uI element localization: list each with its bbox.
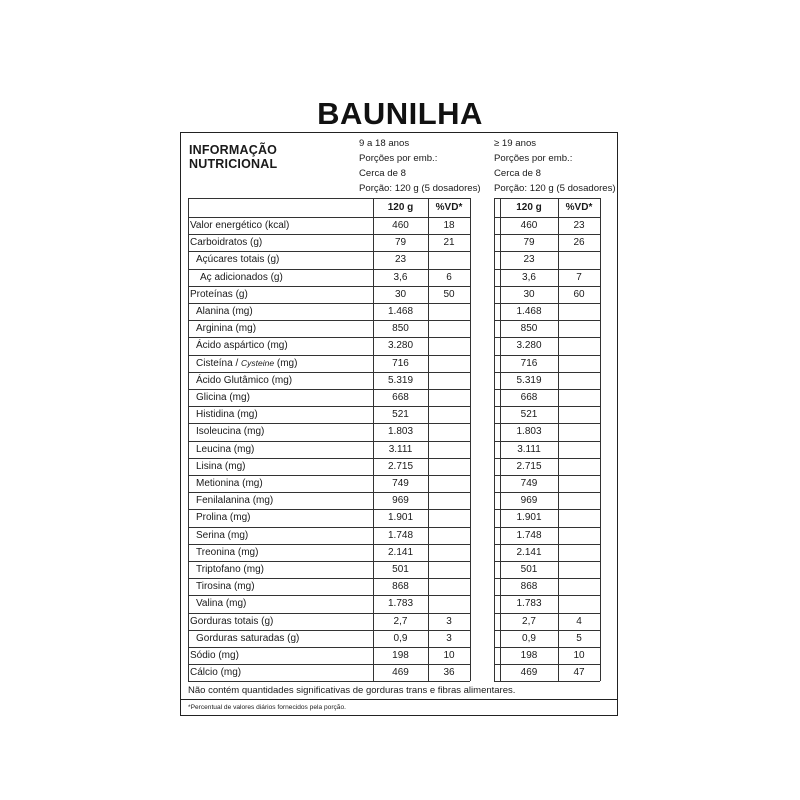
group-age: 9 a 18 anos	[359, 138, 410, 149]
row-rule-g2	[494, 527, 600, 528]
amount-cell-g1: 749	[392, 478, 409, 489]
col-vd-header-g2: %VD*	[565, 202, 593, 213]
vd-cell-g1: 21	[443, 237, 455, 249]
amount-cell-g1: 2.715	[387, 460, 414, 472]
vd-cell-g2: 4	[576, 615, 582, 627]
amount-cell-g2: 868	[520, 581, 538, 593]
vd-cell-g2: 5	[576, 632, 582, 644]
col-amount-header-g1: 120 g	[387, 202, 414, 213]
vd-cell-g2: 7	[576, 271, 582, 283]
amount-cell-g1: 501	[392, 564, 409, 575]
amount-cell-g2: 2.141	[516, 546, 542, 558]
row-rule-g2	[494, 613, 600, 614]
row-rule-g2	[494, 234, 600, 235]
amount-cell-g2: 3.280	[516, 340, 542, 352]
col-vd-header-g1: %VD*	[435, 202, 463, 213]
amount-cell-g2: 969	[520, 495, 538, 507]
nutrient-label	[190, 220, 289, 231]
amount-cell-g2: 460	[520, 220, 538, 231]
amount-cell-g1: 2.141	[387, 546, 414, 558]
product-flavor-title: BAUNILHA	[317, 96, 483, 131]
vd-cell-g2: 10	[573, 650, 585, 661]
nutrient-label	[190, 289, 248, 300]
amount-cell-g2: 30	[523, 288, 535, 300]
nutrient-label-text: Gorduras saturadas (g)	[196, 632, 300, 644]
nutrient-label	[196, 564, 264, 575]
amount-cell-g1: 1.748	[387, 529, 414, 541]
row-rule-g2	[494, 647, 600, 648]
nutrient-label	[196, 530, 248, 541]
row-rule-g2	[494, 320, 600, 321]
nutrient-label-text: Glicina (mg)	[196, 392, 250, 403]
row-rule-g2	[494, 389, 600, 390]
amount-cell-g1: 30	[394, 288, 407, 300]
amount-cell-g2: 749	[520, 478, 538, 489]
amount-cell-g1: 23	[394, 254, 407, 266]
nutrient-label-text: Tirosina (mg)	[196, 581, 255, 593]
amount-cell-g1: 3,6	[393, 271, 408, 283]
amount-cell-g1: 460	[392, 220, 409, 231]
amount-cell-g1: 868	[392, 581, 409, 593]
nutrient-label-text: Triptofano (mg)	[196, 564, 264, 575]
column-rule	[600, 198, 601, 681]
row-rule-g2	[494, 355, 600, 356]
amount-cell-g1: 1.901	[387, 512, 414, 524]
row-rule-g2	[494, 475, 600, 476]
amount-cell-g1: 969	[392, 495, 409, 507]
row-rule-g2	[494, 303, 600, 304]
group-age: ≥ 19 anos	[494, 138, 537, 149]
amount-cell-g1: 5.319	[387, 374, 414, 386]
vd-cell-g2: 60	[573, 288, 585, 300]
nutrient-label-text: Gorduras totais (g)	[190, 615, 274, 627]
vd-cell-g2: 26	[573, 237, 585, 249]
row-rule-g2	[494, 217, 600, 218]
amount-cell-g2: 2.715	[516, 460, 542, 472]
amount-cell-g1: 3.280	[387, 340, 414, 352]
vd-cell-g1: 6	[446, 271, 452, 283]
table-heading-line1: INFORMAÇÃO	[189, 143, 278, 157]
table-heading-line2: NUTRICIONAL	[189, 157, 278, 171]
amount-cell-g1: 79	[394, 237, 407, 249]
row-rule-g2	[494, 251, 600, 252]
row-rule-g2	[494, 492, 600, 493]
nutrient-label-text: Sódio (mg)	[190, 650, 239, 661]
nutrient-label-text: Aç adicionados (g)	[200, 271, 283, 283]
nutrient-label-text: Isoleucina (mg)	[196, 426, 265, 438]
nutrient-label-text: Valor energético (kcal)	[190, 220, 290, 231]
amount-cell-g1: 850	[392, 323, 409, 335]
amount-cell-g2: 23	[523, 254, 535, 266]
group-serving: Porção: 120 g (5 dosadores)	[494, 183, 616, 194]
group-portions-value: Cerca de 8	[359, 168, 406, 179]
amount-cell-g2: 2,7	[522, 615, 536, 627]
row-rule-g2	[494, 458, 600, 459]
nutrient-label	[190, 667, 241, 678]
row-rule-g2	[494, 441, 600, 442]
amount-cell-g1: 716	[392, 357, 409, 369]
group-header-19-plus	[494, 136, 616, 196]
vd-cell-g2: 47	[573, 667, 585, 679]
amount-cell-g2: 1.803	[516, 426, 542, 438]
nutrient-label-text: Serina (mg)	[196, 529, 249, 541]
row-rule-g2	[494, 509, 600, 510]
amount-cell-g2: 1.783	[516, 598, 542, 610]
column-rule	[470, 198, 471, 681]
amount-cell-g2: 1.901	[516, 512, 542, 524]
nutrient-label	[196, 461, 245, 472]
nutrient-label-text: Valina (mg)	[196, 598, 247, 610]
footnote-vd: *Percentual de valores diários fornecidos pela porção.	[188, 704, 346, 711]
nutrient-label	[190, 237, 262, 248]
amount-cell-g2: 668	[520, 392, 538, 403]
nutrient-label	[190, 616, 273, 627]
row-rule-g2	[494, 578, 600, 579]
amount-cell-g1: 0,9	[393, 632, 408, 644]
vd-cell-g1: 3	[446, 632, 452, 644]
nutrient-label	[196, 478, 263, 489]
nutrient-label	[196, 392, 250, 403]
group-portions-value: Cerca de 8	[494, 168, 541, 179]
amount-cell-g1: 1.468	[387, 306, 414, 317]
nutrient-label	[196, 254, 279, 265]
amount-cell-g1: 1.803	[387, 426, 414, 438]
nutrient-label	[196, 375, 292, 386]
row-rule-g2	[494, 544, 600, 545]
amount-cell-g2: 198	[520, 650, 538, 661]
amount-cell-g2: 469	[520, 667, 538, 679]
row-rule-g2	[494, 286, 600, 287]
nutrient-label	[196, 306, 253, 317]
vd-cell-g1: 3	[446, 615, 452, 627]
nutrient-label	[200, 272, 283, 283]
group-portions-label: Porções por emb.:	[359, 153, 438, 164]
amount-cell-g2: 850	[520, 323, 538, 335]
row-rule-g2	[494, 630, 600, 631]
col-amount-header-g2: 120 g	[516, 202, 542, 213]
nutrient-label-text: Arginina (mg)	[196, 323, 257, 335]
nutrient-label-text: Prolina (mg)	[196, 512, 251, 524]
nutrient-label	[190, 650, 239, 661]
row-rule-g2	[494, 269, 600, 270]
amount-cell-g2: 501	[520, 564, 538, 575]
nutrient-label-text: Açúcares totais (g)	[196, 254, 280, 266]
header-rule-g2	[494, 198, 600, 199]
column-rule	[558, 198, 559, 681]
nutrient-label	[196, 633, 299, 644]
column-rule	[188, 198, 189, 681]
column-rule	[428, 198, 429, 681]
nutrient-label	[196, 512, 250, 523]
footnote-divider	[181, 699, 617, 700]
nutrient-label-italic: Cysteine	[241, 357, 275, 368]
amount-cell-g1: 198	[392, 650, 409, 661]
nutrient-label-text: Ácido Glutâmico (mg)	[196, 374, 293, 386]
nutrient-label-text: Metionina (mg)	[196, 478, 263, 489]
nutrient-label-text: Proteínas (g)	[190, 288, 248, 300]
row-rule-g2	[494, 406, 600, 407]
row-rule-g2	[494, 595, 600, 596]
row-rule-g2	[494, 664, 600, 665]
nutrient-label	[196, 581, 255, 592]
amount-cell-g1: 2,7	[393, 615, 408, 627]
nutrient-label-text: Histidina (mg)	[196, 409, 258, 421]
nutrient-label-suffix: (mg)	[274, 357, 298, 369]
nutrient-label	[196, 358, 297, 369]
amount-cell-g1: 469	[392, 667, 409, 679]
amount-cell-g1: 1.783	[387, 598, 414, 610]
nutrient-label-text: Leucina (mg)	[196, 443, 255, 455]
amount-cell-g1: 521	[392, 409, 409, 421]
row-rule-g2	[494, 337, 600, 338]
amount-cell-g2: 521	[520, 409, 538, 421]
nutrient-label-text: Cisteína /	[196, 357, 242, 369]
nutrient-label-text: Carboidratos (g)	[190, 237, 263, 249]
vd-cell-g2: 23	[573, 220, 585, 231]
group-portions-label: Porções por emb.:	[494, 153, 573, 164]
nutrient-label	[196, 340, 288, 351]
amount-cell-g2: 3.111	[517, 443, 541, 455]
amount-cell-g1: 668	[392, 392, 409, 403]
footnote-trans-fat: Não contém quantidades significativas de gorduras trans e fibras alimentares.	[188, 685, 516, 696]
nutrient-label-text: Lisina (mg)	[196, 460, 246, 472]
nutrient-label	[196, 598, 246, 609]
table-heading	[189, 143, 277, 171]
nutrient-label	[196, 323, 256, 334]
amount-cell-g2: 3,6	[522, 271, 536, 283]
row-rule-g2	[494, 561, 600, 562]
nutrient-label-text: Ácido aspártico (mg)	[196, 340, 288, 352]
row-rule-g2	[494, 372, 600, 373]
amount-cell-g2: 1.748	[516, 529, 542, 541]
nutrient-label	[196, 547, 258, 558]
nutrient-label-text: Cálcio (mg)	[190, 667, 242, 679]
amount-cell-g2: 79	[523, 237, 535, 249]
amount-cell-g2: 0,9	[522, 632, 536, 644]
nutrient-label-text: Alanina (mg)	[196, 306, 253, 317]
vd-cell-g1: 10	[443, 650, 455, 661]
amount-cell-g2: 5.319	[516, 374, 542, 386]
nutrient-label-text: Treonina (mg)	[196, 546, 259, 558]
amount-cell-g2: 1.468	[516, 306, 542, 317]
group-serving: Porção: 120 g (5 dosadores)	[359, 183, 481, 194]
nutrient-label	[196, 409, 258, 420]
column-rule	[494, 198, 495, 681]
vd-cell-g1: 50	[443, 288, 455, 300]
nutrient-label-text: Fenilalanina (mg)	[196, 495, 274, 507]
nutrient-label	[196, 444, 254, 455]
nutrient-label	[196, 426, 264, 437]
nutrient-label	[196, 495, 273, 506]
amount-cell-g2: 716	[520, 357, 538, 369]
row-rule-g2	[494, 423, 600, 424]
row-rule-g1	[188, 681, 470, 682]
vd-cell-g1: 18	[443, 220, 455, 231]
amount-cell-g1: 3.111	[388, 443, 413, 455]
vd-cell-g1: 36	[443, 667, 455, 679]
row-rule-g2	[494, 681, 600, 682]
group-header-9-18	[359, 136, 481, 196]
